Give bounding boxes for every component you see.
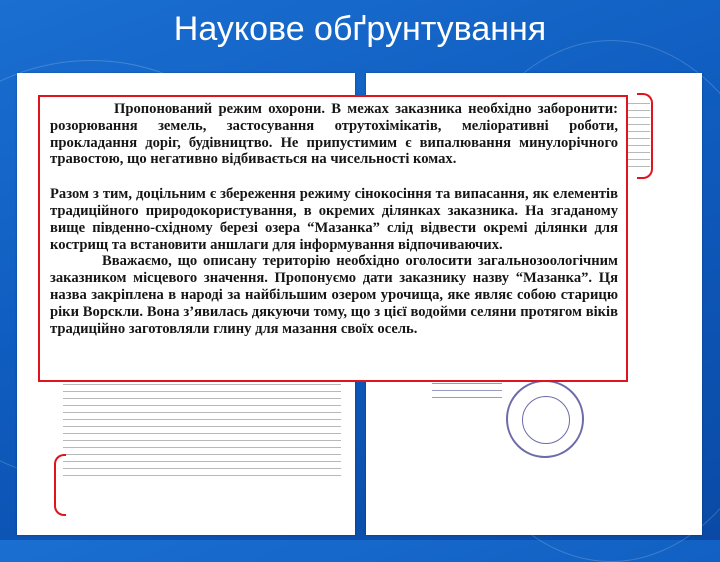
- highlight-bracket-left: [54, 454, 66, 516]
- excerpt-paragraph-3: Вважаємо, що описану територію необхідно оголосити загальнозоологічним заказником місцевого значення. Пропонуємо дати заказнику назву “Мазанка”. Ця назва закріплена в народі за найбільшим озером урочища, яке являє собою старицю ріки Ворскли. Вона з’явилась дякуючи тому, що з цієї водойми селяни протягом віків традиційно заготовляли глину для мазання своїх осель.: [50, 253, 618, 337]
- highlighted-excerpt: [38, 95, 628, 382]
- excerpt-paragraph-2: Разом з тим, доцільним є збереження режиму сінокосіння та випасання, як елементів традиційного природокористування, в окремих ділянках заказника. На згаданому вище південно-східному березі озера “Мазанка” слід відвести окремі ділянки для кострищ та встановити аншлаги для інформування відпочиваючих.: [50, 186, 618, 253]
- official-stamp: [506, 380, 584, 458]
- faint-text-block: [432, 380, 502, 398]
- slide-title: Наукове обґрунтування: [173, 10, 547, 48]
- highlight-bracket-right: [637, 93, 653, 179]
- faint-text-block: [63, 381, 341, 481]
- excerpt-paragraph-1: Пропонований режим охорони. В межах заказника необхідно заборонити: розорювання земель, застосування отрутохімікатів, меліоративні роботи, прокладання доріг, будівництво. Не припустимим є випалювання минулорічного травостою, що негативно відбивається на чисельності комах.: [50, 101, 618, 168]
